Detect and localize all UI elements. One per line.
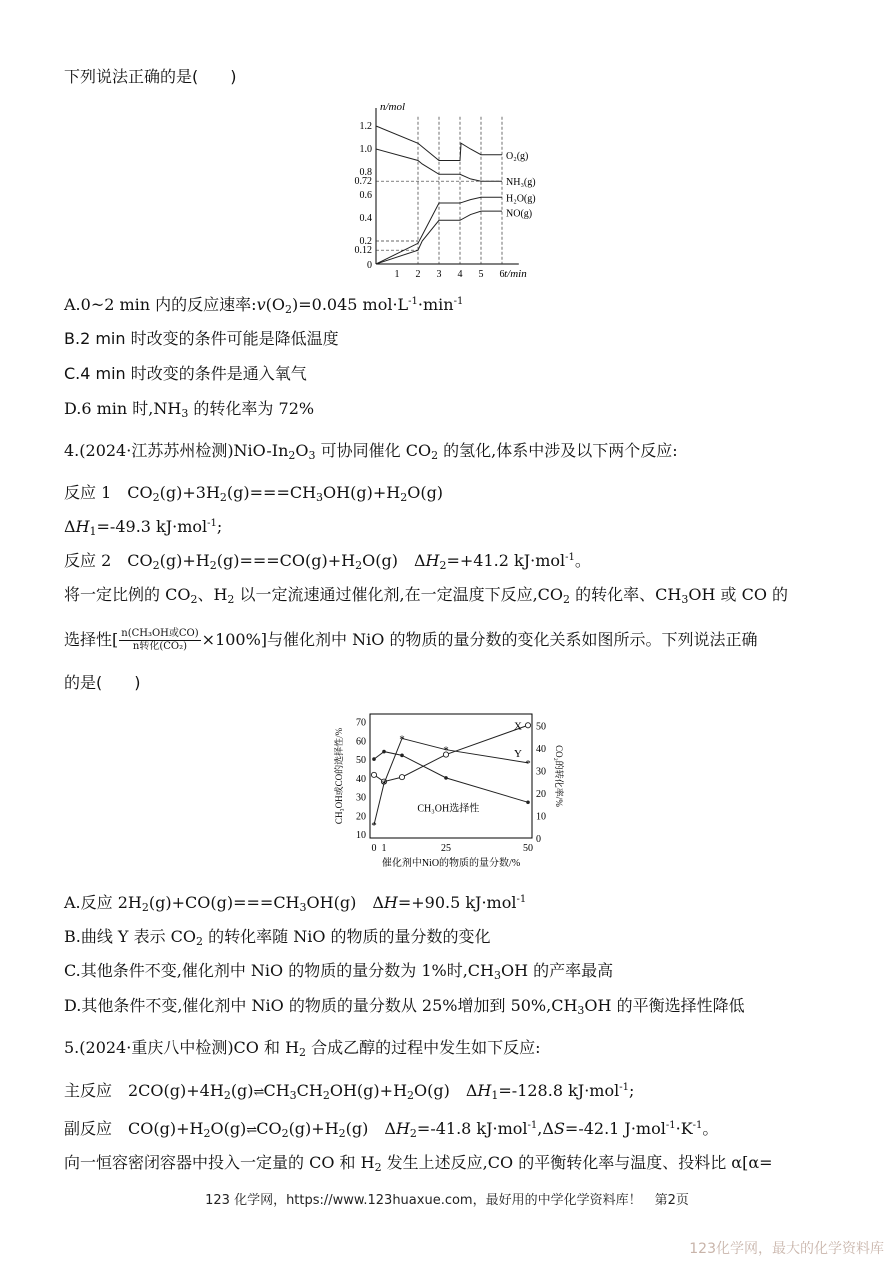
y-tick-label: 50 — [356, 755, 366, 767]
x-tick-label: 6 — [499, 269, 505, 280]
x-tick-label: 4 — [457, 269, 463, 280]
x-tick-label: 1 — [394, 269, 400, 280]
y-tick-label: 40 — [356, 773, 366, 785]
y-tick-label: 30 — [356, 792, 366, 804]
series-marker: * — [381, 778, 387, 791]
q4-option-a[interactable]: A.反应 $2H_2(g)+CO(g)===CH_3OH(g)$ ΔH=+90.5 kJ·mol$^{-1}$ — [64, 893, 527, 914]
x-tick-label: 50 — [523, 843, 533, 854]
q4-stem: 4.(2024·江苏苏州检测)$NiO-In_2O_3$ 可协同催化 $CO_2$ 的氢化,体系中涉及以下两个反应: — [64, 441, 678, 462]
series-name-label: X — [514, 720, 522, 733]
chart-annotation: CH₃OH选择性 — [417, 803, 480, 815]
series-marker — [526, 801, 530, 805]
q3-option-c[interactable]: C.4 min 时改变的条件是通入氧气 — [64, 364, 307, 383]
series-name-label: Y — [514, 747, 522, 760]
chart-moles-vs-time — [338, 96, 558, 280]
x-tick-label: 0 — [371, 843, 377, 854]
series-label: O₂(g) — [506, 150, 529, 162]
chart2-plot — [333, 714, 564, 869]
x-tick-label: 3 — [436, 269, 442, 280]
series-label: H₂O(g) — [506, 193, 536, 205]
y-tick-label: 0.2 — [359, 236, 372, 247]
fraction-numerator: n(CH₃OH或CO) — [121, 628, 199, 639]
series-marker — [399, 775, 404, 780]
equilibrium-arrow-icon: ⇌ — [253, 1085, 264, 1100]
y-tick-label: 10 — [356, 830, 366, 842]
y2-tick-label: 20 — [536, 788, 546, 800]
y2-tick-label: 40 — [536, 743, 546, 755]
q3-option-d[interactable]: D.6 min 时$,NH_3$ 的转化率为 72% — [64, 399, 315, 420]
series-marker — [372, 757, 376, 761]
series-marker — [400, 754, 404, 758]
q3-stem-tail: 下列说法正确的是( ) — [64, 67, 237, 86]
y-tick-label: 0.6 — [359, 190, 372, 201]
x-axis-label: t/min — [504, 268, 527, 280]
y-tick-label: 0.12 — [354, 245, 372, 257]
y-tick-label: 1.2 — [359, 121, 372, 132]
q4-reaction-1-enthalpy: $\Delta H_1=-49.3$ kJ·mol$^{-1}$; — [64, 517, 223, 538]
q4-text-1: 将一定比例的 $CO_2$、$H_2$ 以一定流速通过催化剂,在一定温度下反应$,CO_2$ 的转化率、$CH_3OH$ 或 CO 的 — [64, 585, 789, 606]
q4-option-c[interactable]: C.其他条件不变,催化剂中 NiO 的物质的量分数为 1%时$,CH_3OH$ 的产率最高 — [64, 961, 614, 982]
y-tick-label: 70 — [356, 717, 366, 729]
x-axis-label: 催化剂中NiO的物质的量分数/% — [381, 858, 521, 869]
y-axis-label: n/mol — [380, 101, 406, 113]
y-tick-label: 0.8 — [359, 167, 372, 178]
x-tick-label: 5 — [478, 269, 484, 280]
q4-text-2: 选择性[ n(CH₃OH或CO) n转化(CO₂) ×100%]与催化剂中 NiO 的物质的量分数的变化关系如图所示。下列说法正确 — [64, 628, 758, 652]
q4-text-3: 的是( ) — [64, 673, 141, 692]
series-marker: * — [443, 744, 449, 757]
chart-selectivity-vs-nio — [328, 706, 564, 882]
q5-main-reaction: 主反应 $2CO(g)+4H_2(g)\rightleftharpoons CH_3CH_2OH(g)+H_2O(g)$ $\Delta H_1=-128.8$ kJ·mol$^{-1}$; — [64, 1081, 635, 1102]
series-marker: * — [371, 819, 377, 832]
q4-option-d[interactable]: D.其他条件不变,催化剂中 NiO 的物质的量分数从 25%增加到 $50\%,CH_3OH$ 的平衡选择性降低 — [64, 996, 745, 1017]
y-tick-label: 20 — [356, 811, 366, 823]
fraction-denominator: n转化(CO₂) — [132, 641, 187, 652]
equilibrium-arrow-icon: ⇌ — [246, 1123, 257, 1138]
y2-tick-label: 50 — [536, 721, 546, 733]
y2-tick-label: 10 — [536, 811, 546, 823]
series-marker — [371, 772, 376, 777]
q4-reaction-2: 反应 2 $CO_2(g)+H_2(g)===CO(g)+H_2O(g)$ $\Delta H_2=+41.2$ kJ·mol$^{-1}$。 — [64, 551, 591, 572]
series-marker — [444, 776, 448, 780]
site-watermark: 123化学网，最大的化学资料库 — [689, 1241, 884, 1257]
series-line — [374, 725, 528, 781]
series-marker: * — [525, 757, 531, 770]
x-tick-label: 1 — [381, 843, 387, 854]
selectivity-fraction — [119, 628, 200, 653]
q5-tail: 向一恒容密闭容器中投入一定量的 CO 和 $H_2$ 发生上述反应,CO 的平衡转化率与温度、投料比 α[α= — [64, 1153, 773, 1174]
y-tick-label: 60 — [356, 736, 366, 748]
y-axis-label: CH₃OH或CO的选择性/% — [334, 727, 344, 825]
series-marker — [382, 750, 386, 754]
q3-option-b[interactable]: B.2 min 时改变的条件可能是降低温度 — [64, 329, 339, 348]
y2-tick-label: 0 — [536, 834, 541, 845]
y2-axis-label: CO₂的转化率/% — [554, 745, 564, 807]
x-tick-label: 25 — [441, 843, 451, 854]
series-marker — [525, 723, 530, 728]
chart1-plot — [355, 101, 536, 280]
page-footer: 123 化学网，https://www.123huaxue.com，最好用的中学化学资料库！ 第2页 — [205, 1193, 689, 1208]
q4-reaction-1: 反应 1 $CO_2(g)+3H_2(g)===CH_3OH(g)+H_2O(g)$ — [64, 483, 444, 504]
q4-option-b[interactable]: B.曲线 Y 表示 $CO_2$ 的转化率随 NiO 的物质的量分数的变化 — [64, 927, 491, 948]
y-tick-label: 0.4 — [359, 213, 372, 224]
x-tick-label: 2 — [415, 269, 421, 280]
q3-option-a[interactable]: A.0~2 min 内的反应速率$:v(O_2)=0.045$ $mol\cdot L^{-1}\cdot\min^{-1}$ — [64, 295, 464, 316]
q5-side-reaction: 副反应 $CO(g)+H_2O(g)\rightleftharpoons CO_2(g)+H_2(g)$ $\Delta H_2=-41.8$ kJ·mol$^{-1}$,ΔS=-42.1 $J\cdot mol^{-1}\cdot K^{-1}$。 — [64, 1119, 719, 1140]
q5-stem: 5.(2024·重庆八中检测)CO 和 $H_2$ 合成乙醇的过程中发生如下反应: — [64, 1038, 541, 1059]
series-label: NO(g) — [506, 208, 533, 220]
origin-label: 0 — [367, 260, 372, 271]
y2-tick-label: 30 — [536, 766, 546, 778]
series-label: NH₃(g) — [506, 177, 536, 189]
series-marker: * — [399, 733, 405, 746]
y-tick-label: 0.72 — [354, 176, 372, 188]
y-tick-label: 1.0 — [359, 144, 372, 155]
